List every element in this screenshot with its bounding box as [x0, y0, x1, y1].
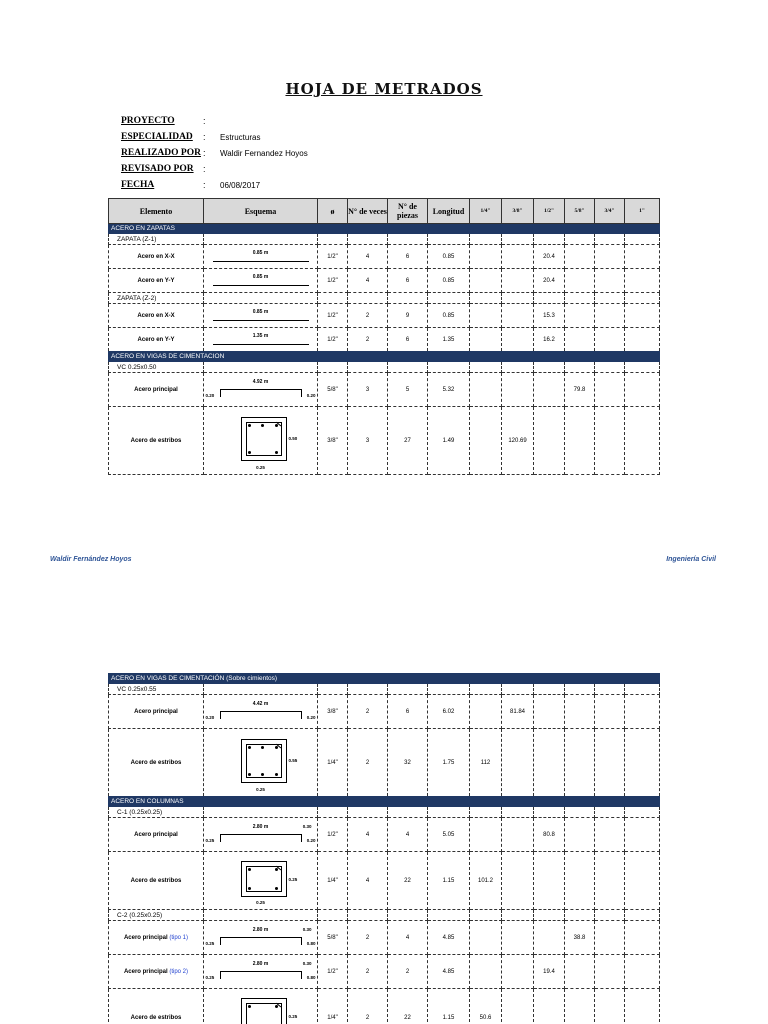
hook-length: 4.42 m — [252, 700, 269, 707]
stirrup-height: 0.25 — [288, 1013, 298, 1019]
hook-right: 0.20 — [306, 392, 316, 398]
cell-piezas: 32 — [388, 729, 428, 797]
section-row — [109, 224, 660, 234]
bar-length: 0.85 m — [252, 249, 269, 256]
element-label: Acero principal — [123, 934, 168, 941]
cell-diametro: 5/8" — [318, 921, 348, 955]
cell-veces: 2 — [348, 989, 388, 1024]
info-row-revisado — [121, 161, 308, 177]
header-piezas: N° de piezas — [388, 199, 428, 224]
sub-row — [109, 807, 660, 818]
cell-elemento: Acero en X-X — [109, 304, 204, 328]
sub-row — [109, 910, 660, 921]
cell-piezas: 2 — [388, 955, 428, 989]
sub-row — [109, 293, 660, 304]
cell-piezas: 6 — [388, 328, 428, 352]
cell-veces: 4 — [348, 852, 388, 910]
stirrup-height: 0.50 — [288, 435, 298, 441]
hook-left: 0.20 — [205, 714, 215, 720]
cell-longitud: 5.05 — [428, 818, 470, 852]
sub-row — [109, 362, 660, 373]
bar-diagram — [213, 274, 309, 288]
hook-top-right: 0.30 — [302, 960, 312, 966]
cell-longitud: 0.85 — [428, 269, 470, 293]
cell-elemento: Acero en Y-Y — [109, 269, 204, 293]
cell-piezas: 5 — [388, 373, 428, 407]
cell-veces: 3 — [348, 373, 388, 407]
bar-diagram — [213, 250, 309, 264]
table-row — [109, 373, 660, 407]
cell-elemento — [109, 921, 204, 955]
sub-row — [109, 684, 660, 695]
hook-diagram — [206, 959, 316, 985]
element-label: Acero principal — [123, 968, 168, 975]
header-1: 1" — [625, 199, 660, 224]
cell-diametro: 5/8" — [318, 373, 348, 407]
cell-piezas: 6 — [388, 269, 428, 293]
table-row — [109, 407, 660, 475]
cell-esquema — [204, 852, 318, 910]
sub-title: C-2 (0.25x0.25) — [109, 910, 204, 921]
hook-left: 0.20 — [205, 392, 215, 398]
info-colon: : — [203, 132, 206, 142]
project-info — [121, 113, 308, 193]
hook-diagram — [206, 699, 316, 725]
table-row — [109, 245, 660, 269]
cell-piezas: 22 — [388, 989, 428, 1024]
cell-1-2: 20.4 — [534, 245, 565, 269]
cell-longitud: 6.02 — [428, 695, 470, 729]
sub-title: ZAPATA (Z-2) — [109, 293, 204, 304]
cell-1-2: 19.4 — [534, 955, 565, 989]
section-title: ACERO EN VIGAS DE CIMENTACIÓN (Sobre cimientos) — [109, 674, 660, 684]
section-row — [109, 352, 660, 362]
cell-elemento: Acero principal — [109, 818, 204, 852]
sub-row — [109, 234, 660, 245]
section-title: ACERO EN COLUMNAS — [109, 797, 660, 807]
tipo-label: (tipo 2) — [169, 968, 189, 975]
cell-longitud: 4.85 — [428, 955, 470, 989]
sub-title: VC 0.25x0.55 — [109, 684, 204, 695]
header-5-8: 5/8" — [565, 199, 595, 224]
cell-esquema — [204, 989, 318, 1024]
cell-veces: 2 — [348, 695, 388, 729]
stirrup-diagram — [221, 855, 301, 907]
cell-diametro: 1/2" — [318, 818, 348, 852]
cell-diametro: 3/8" — [318, 407, 348, 475]
stirrup-width: 0.25 — [256, 786, 265, 792]
cell-longitud: 1.15 — [428, 989, 470, 1024]
cell-elemento: Acero de estribos — [109, 729, 204, 797]
info-value: Estructuras — [220, 132, 261, 142]
cell-diametro: 1/2" — [318, 304, 348, 328]
cell-5-8: 38.8 — [565, 921, 595, 955]
cell-1-2: 16.2 — [534, 328, 565, 352]
cell-elemento: Acero de estribos — [109, 407, 204, 475]
table-row — [109, 328, 660, 352]
hook-length: 4.92 m — [252, 378, 269, 385]
cell-piezas: 4 — [388, 818, 428, 852]
cell-esquema — [204, 269, 318, 293]
hook-right: 0.80 — [306, 940, 316, 946]
section-title: ACERO EN ZAPATAS — [109, 224, 660, 234]
cell-elemento: Acero de estribos — [109, 852, 204, 910]
info-row-proyecto — [121, 113, 308, 129]
cell-diametro: 1/4" — [318, 989, 348, 1024]
cell-esquema — [204, 729, 318, 797]
stirrup-diagram — [221, 992, 301, 1024]
cell-veces: 4 — [348, 245, 388, 269]
hook-right: 0.80 — [306, 974, 316, 980]
cell-diametro: 1/2" — [318, 269, 348, 293]
cell-1-4: 112 — [470, 729, 502, 797]
info-colon: : — [203, 148, 206, 158]
cell-veces: 3 — [348, 407, 388, 475]
hook-length: 2.80 m — [252, 960, 269, 967]
cell-veces: 2 — [348, 921, 388, 955]
cell-elemento: Acero en Y-Y — [109, 328, 204, 352]
stirrup-width: 0.25 — [256, 464, 265, 470]
info-label: FECHA — [121, 180, 155, 190]
cell-longitud: 5.32 — [428, 373, 470, 407]
table-row — [109, 695, 660, 729]
cell-veces: 4 — [348, 818, 388, 852]
hook-left: 0.25 — [205, 940, 215, 946]
info-label: PROYECTO — [121, 116, 175, 126]
cell-esquema — [204, 921, 318, 955]
table-row — [109, 304, 660, 328]
cell-3-8: 81.84 — [502, 695, 534, 729]
header-3-8: 3/8" — [502, 199, 534, 224]
cell-piezas: 6 — [388, 695, 428, 729]
cell-1-2: 80.8 — [534, 818, 565, 852]
stirrup-diagram — [221, 410, 301, 472]
cell-diametro: 1/2" — [318, 245, 348, 269]
table-row — [109, 729, 660, 797]
info-label: REVISADO POR — [121, 164, 194, 174]
info-row-fecha — [121, 177, 308, 193]
cell-esquema — [204, 328, 318, 352]
cell-diametro: 1/4" — [318, 852, 348, 910]
hook-diagram — [206, 377, 316, 403]
cell-veces: 2 — [348, 955, 388, 989]
cell-longitud: 4.85 — [428, 921, 470, 955]
hook-top-right: 0.30 — [302, 926, 312, 932]
hook-length: 2.80 m — [252, 823, 269, 830]
footer-discipline: Ingeniería Civil — [666, 556, 716, 563]
sub-title: ZAPATA (Z-1) — [109, 234, 204, 245]
cell-piezas: 6 — [388, 245, 428, 269]
hook-length: 2.80 m — [252, 926, 269, 933]
hook-diagram — [206, 925, 316, 951]
cell-diametro: 3/8" — [318, 695, 348, 729]
header-1-4: 1/4" — [470, 199, 502, 224]
page-title: HOJA DE METRADOS — [285, 80, 483, 98]
info-label: REALIZADO POR — [121, 148, 201, 158]
cell-esquema — [204, 373, 318, 407]
info-row-especialidad — [121, 129, 308, 145]
bar-diagram — [213, 333, 309, 347]
metrado-table-1 — [108, 198, 660, 475]
cell-elemento — [109, 955, 204, 989]
cell-esquema — [204, 304, 318, 328]
cell-veces: 2 — [348, 328, 388, 352]
stirrup-height: 0.55 — [288, 757, 298, 763]
stirrup-height: 0.25 — [288, 876, 298, 882]
cell-esquema — [204, 407, 318, 475]
hook-diagram — [206, 822, 316, 848]
cell-diametro: 1/2" — [318, 328, 348, 352]
cell-piezas: 9 — [388, 304, 428, 328]
info-value: Waldir Fernandez Hoyos — [220, 148, 308, 158]
hook-right: 0.20 — [306, 837, 316, 843]
metrado-table-2 — [108, 673, 660, 1024]
hook-left: 0.25 — [205, 974, 215, 980]
cell-1-2: 20.4 — [534, 269, 565, 293]
cell-piezas: 22 — [388, 852, 428, 910]
hook-left: 0.25 — [205, 837, 215, 843]
header-esquema: Esquema — [204, 199, 318, 224]
cell-esquema — [204, 245, 318, 269]
info-value: 06/08/2017 — [220, 180, 261, 190]
table-row — [109, 852, 660, 910]
stirrup-width: 0.25 — [256, 899, 265, 905]
header-elemento: Elemento — [109, 199, 204, 224]
header-1-2: 1/2" — [534, 199, 565, 224]
bar-diagram — [213, 309, 309, 323]
info-colon: : — [203, 180, 206, 190]
info-row-realizado — [121, 145, 308, 161]
header-longitud: Longitud — [428, 199, 470, 224]
table-row — [109, 989, 660, 1024]
table-row — [109, 955, 660, 989]
table-row — [109, 818, 660, 852]
header-diametro: ø — [318, 199, 348, 224]
section-row — [109, 674, 660, 684]
table-row — [109, 269, 660, 293]
cell-elemento: Acero en X-X — [109, 245, 204, 269]
cell-elemento: Acero principal — [109, 695, 204, 729]
cell-3-8: 120.69 — [502, 407, 534, 475]
footer-author: Waldir Fernández Hoyos — [50, 556, 132, 563]
bar-length: 0.85 m — [252, 308, 269, 315]
hook-right: 0.20 — [306, 714, 316, 720]
cell-diametro: 1/4" — [318, 729, 348, 797]
cell-piezas: 4 — [388, 921, 428, 955]
cell-longitud: 1.75 — [428, 729, 470, 797]
cell-longitud: 1.49 — [428, 407, 470, 475]
cell-longitud: 0.85 — [428, 245, 470, 269]
bar-length: 1.35 m — [252, 332, 269, 339]
cell-veces: 2 — [348, 304, 388, 328]
cell-veces: 4 — [348, 269, 388, 293]
cell-esquema — [204, 955, 318, 989]
cell-veces: 2 — [348, 729, 388, 797]
bar-length: 0.85 m — [252, 273, 269, 280]
section-row — [109, 797, 660, 807]
tipo-label: (tipo 1) — [169, 934, 189, 941]
header-row — [109, 199, 660, 224]
hook-top-right: 0.30 — [302, 823, 312, 829]
cell-esquema — [204, 818, 318, 852]
cell-1-4: 50.6 — [470, 989, 502, 1024]
cell-longitud: 0.85 — [428, 304, 470, 328]
cell-longitud: 1.35 — [428, 328, 470, 352]
header-3-4: 3/4" — [595, 199, 625, 224]
info-colon: : — [203, 116, 206, 126]
cell-piezas: 27 — [388, 407, 428, 475]
cell-esquema — [204, 695, 318, 729]
sub-title: VC 0.25x0.50 — [109, 362, 204, 373]
cell-1-4: 101.2 — [470, 852, 502, 910]
info-label: ESPECIALIDAD — [121, 132, 193, 142]
table-row — [109, 921, 660, 955]
cell-1-2: 15.3 — [534, 304, 565, 328]
header-veces: N° de veces — [348, 199, 388, 224]
sub-title: C-1 (0.25x0.25) — [109, 807, 204, 818]
cell-5-8: 79.8 — [565, 373, 595, 407]
cell-longitud: 1.15 — [428, 852, 470, 910]
info-colon: : — [203, 164, 206, 174]
stirrup-diagram — [221, 732, 301, 794]
section-title: ACERO EN VIGAS DE CIMENTACION — [109, 352, 660, 362]
cell-elemento: Acero de estribos — [109, 989, 204, 1024]
cell-diametro: 1/2" — [318, 955, 348, 989]
cell-elemento: Acero principal — [109, 373, 204, 407]
